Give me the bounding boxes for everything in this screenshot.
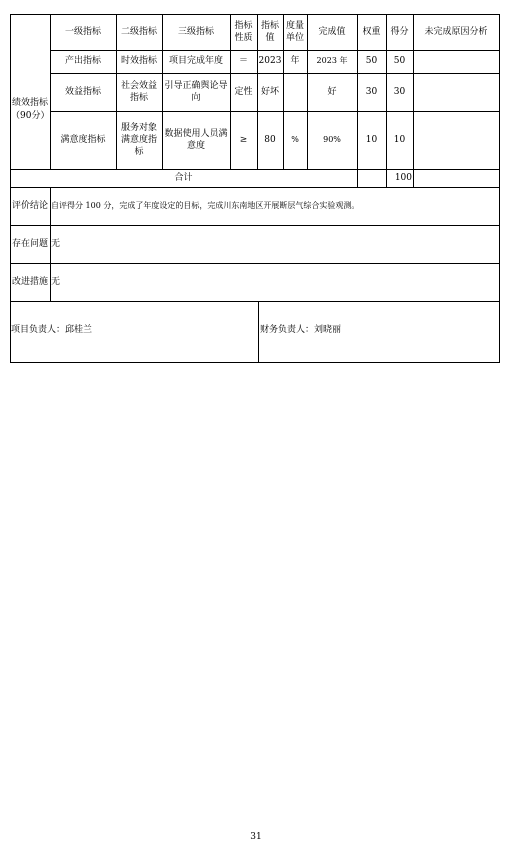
row3-level1: 满意度指标 [60,134,106,145]
header-level2: 二级指标 [120,26,157,37]
row2-level1: 效益指标 [64,86,101,97]
row1-value: 2023 [258,56,282,67]
row1-weight: 50 [365,56,378,67]
row2-weight: 30 [365,86,378,97]
row2-value: 好坏 [260,86,279,97]
row2-unit [283,73,307,111]
table-border-bottom [10,362,500,363]
row3-weight: 10 [365,134,378,145]
row1-level3: 项目完成年度 [168,56,223,67]
evaluation-label: 评价结论 [11,200,48,211]
row3-unit: % [291,134,299,144]
row3-score: 10 [393,134,406,145]
row1-completion: 2023 年 [316,56,348,66]
header-unit: 度量单位 [285,20,304,43]
row-line [10,301,500,302]
project-lead-signature: 项目负责人：邱桂兰 [11,324,93,335]
evaluation-text: 自评得分 100 分，完成了年度设定的目标，完成川东南地区开展断层气综合实验观测。 [51,200,360,210]
row1-level2: 时效指标 [120,56,157,67]
header-nature: 指标性质 [234,20,253,43]
row2-level2: 社会效益指标 [120,80,157,103]
row3-value: 80 [264,134,276,145]
row1-score: 50 [393,56,406,67]
row2-score: 30 [393,86,406,97]
row2-completion: 好 [327,86,337,97]
group-label: 绩效指标（90分） [11,98,50,121]
row1-nature: ＝ [238,56,248,67]
row3-level3: 数据使用人员满意度 [164,128,228,151]
row2-level3: 引导正确舆论导向 [164,80,228,103]
row1-unit: 年 [290,56,300,67]
problems-label: 存在问题 [11,238,48,249]
row1-reason [413,50,499,73]
header-value: 指标值 [260,20,279,43]
header-score: 得分 [390,26,409,37]
page-number: 31 [250,832,262,842]
row3-completion: 90% [323,134,341,144]
finance-lead-signature: 财务负责人：刘晓丽 [260,324,342,335]
row3-reason [413,111,499,169]
row2-nature: 定性 [234,86,253,97]
improvements-text: 无 [51,276,61,287]
row3-nature: ≥ [239,134,248,145]
improvements-label: 改进措施 [11,276,48,287]
header-level3: 三级指标 [177,26,214,37]
header-completion: 完成值 [318,26,346,37]
row2-reason [413,73,499,111]
total-score: 100 [394,172,412,183]
header-reason: 未完成原因分析 [424,26,488,37]
header-level1: 一级指标 [64,26,101,37]
row3-level2: 服务对象满意度指标 [120,122,157,158]
table-border-right [499,14,500,362]
header-weight: 权重 [362,26,381,37]
problems-text: 无 [51,238,61,249]
row1-level1: 产出指标 [64,56,101,67]
total-label: 合计 [174,172,193,183]
